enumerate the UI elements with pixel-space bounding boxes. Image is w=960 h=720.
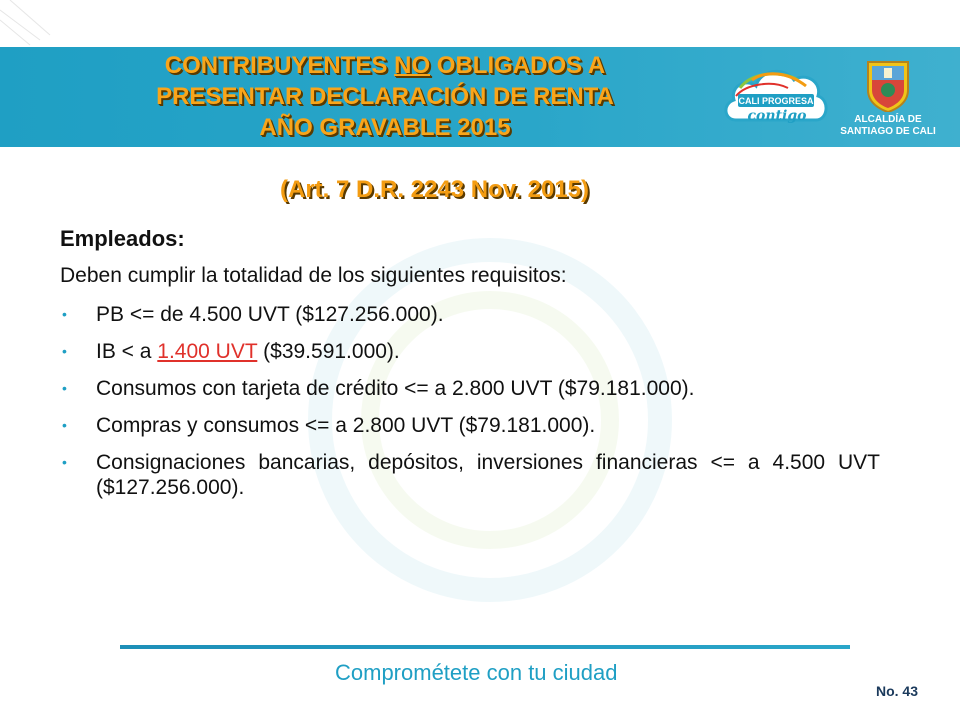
corner-decoration [0, 0, 60, 50]
footer-divider [120, 645, 850, 649]
list-item: • Consumos con tarjeta de crédito <= a 2.800 UVT ($79.181.000). [60, 376, 880, 401]
alcaldia-line-2: SANTIAGO DE CALI [840, 126, 936, 137]
cali-progresa-logo [722, 58, 832, 134]
uvt-highlight-link[interactable]: 1.400 UVT [157, 340, 258, 363]
title-line-1: CONTRIBUYENTES NO OBLIGADOS A [164, 52, 606, 79]
coat-of-arms-icon [838, 60, 938, 112]
list-item: • PB <= de 4.500 UVT ($127.256.000). [60, 302, 880, 327]
alcaldia-logo [838, 60, 938, 142]
title-line-2: PRESENTAR DECLARACIÓN DE RENTA [156, 83, 614, 110]
slide-body [60, 220, 880, 512]
requirements-list [60, 302, 880, 500]
title-underlined-word: NO [394, 52, 431, 79]
page-number: No. 43 [875, 683, 918, 699]
cali-logo-bottom-text: contigo [747, 108, 807, 124]
list-item: • Consignaciones bancarias, depósitos, inversiones financieras <= a 4.500 UVT ($127.256.000). [60, 450, 880, 500]
intro-text: Deben cumplir la totalidad de los siguientes requisitos: [60, 264, 567, 287]
slide-title [95, 50, 675, 143]
alcaldia-line-1: ALCALDÍA DE [854, 114, 922, 125]
section-heading: Empleados: [60, 226, 185, 251]
list-item: • Compras y consumos <= a 2.800 UVT ($79.181.000). [60, 413, 880, 438]
list-item: • IB < a 1.400 UVT ($39.591.000). [60, 339, 880, 364]
title-line-3: AÑO GRAVABLE 2015 [259, 114, 511, 141]
cali-logo-top-text: CALI PROGRESA [738, 96, 814, 106]
footer-slogan: Comprométete con tu ciudad [335, 660, 618, 685]
article-reference: (Art. 7 D.R. 2243 Nov. 2015) [280, 176, 590, 203]
